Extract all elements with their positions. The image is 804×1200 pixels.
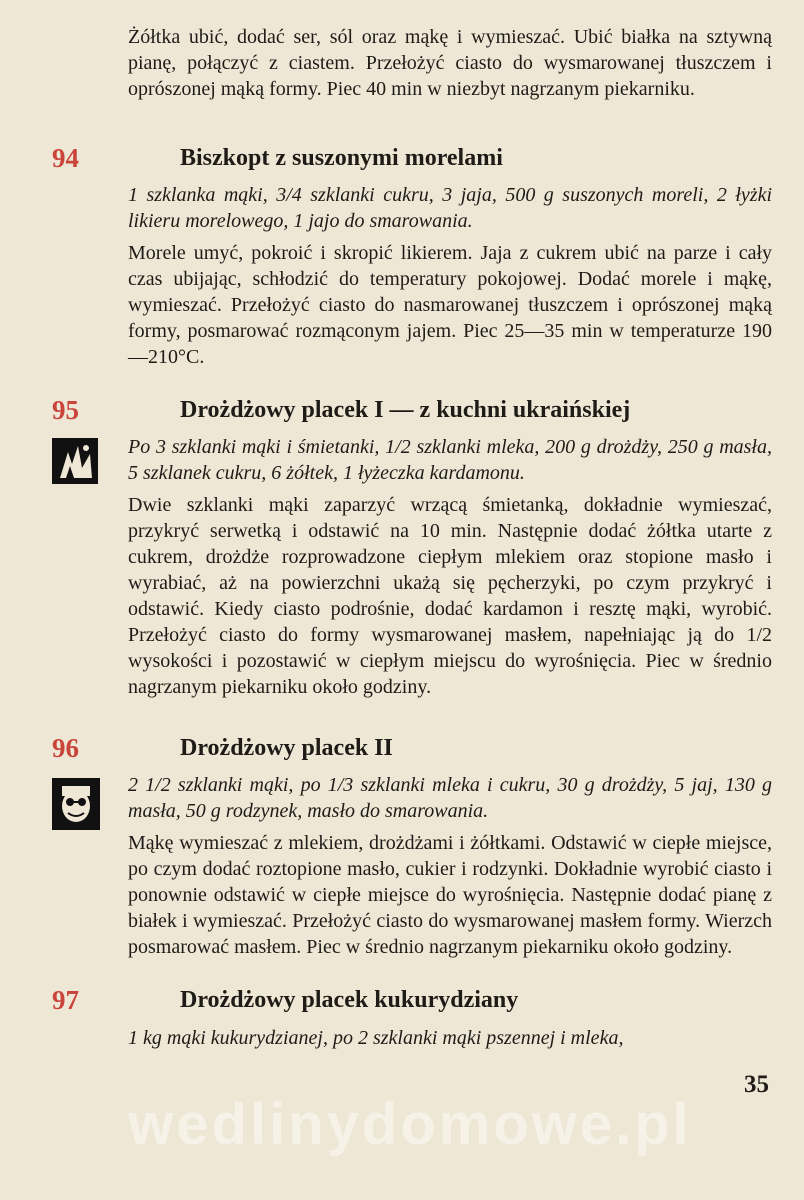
recipe-number-96: 96 xyxy=(52,733,79,763)
ukraine-folk-icon xyxy=(52,438,98,484)
recipe-instructions-95: Dwie szklanki mąki zaparzyć wrzącą śmietanką, dokładnie wymieszać, przykryć serwetką i odstawić na 10 min. Następnie dodać żółtka utarte z cukrem, drożdże rozprowadzone ciepłym mlekiem oraz stopione masło i wyrabiać, aż na powierzchni ukażą się pęcherzyki, po czym przykryć i odstawić. Kiedy ciasto podrośnie, dodać kardamon i resztę mąki, wyrobić. Przełożyć ciasto do formy wysmarowanej masłem, napełniając ją do 1/2 wysokości i pozostawić w ciepłym miejscu do wyrośnięcia. Piec w średnio nagrzanym piekarniku około godziny. xyxy=(128,494,772,698)
recipe-title-95: Drożdżowy placek I — z kuchni ukraińskiej xyxy=(180,397,631,423)
page-number: 35 xyxy=(744,1071,769,1098)
recipe-number-94: 94 xyxy=(52,143,79,173)
recipe-title-96: Drożdżowy placek II xyxy=(180,735,393,761)
watermark: wedlinydomowe.pl xyxy=(128,1092,692,1157)
recipe-instructions-96: Mąkę wymieszać z mlekiem, drożdżami i żółtkami. Odstawić w ciepłe miejsce, po czym dodać roztopione masło, cukier i rodzynki. Dokładnie wyrobić ciasto i ponownie odstawić w ciepłe miejsce do wyrośnięcia. Następnie dodać pianę z białek i wymieszać. Przełożyć ciasto do wysmarowanej masłem formy. Wierzch posmarować masłem. Piec w średnio nagrzanym piekarniku około godziny. xyxy=(128,832,772,958)
intro-paragraph: Żółtka ubić, dodać ser, sól oraz mąkę i wymieszać. Ubić białka na sztywną pianę, połączyć z ciastem. Przełożyć ciasto do wysmarowanej tłuszczem i oprószonej mąką formy. Piec 40 min w niezbyt nagrzanym piekarniku. xyxy=(128,26,772,100)
recipe-number-97: 97 xyxy=(52,985,79,1015)
chef-face-icon xyxy=(52,778,100,830)
recipe-instructions-94: Morele umyć, pokroić i skropić likierem. Jaja z cukrem ubić na parze i cały czas ubijając, schłodzić do temperatury pokojowej. Dodać morele i mąkę, wymieszać. Przełożyć ciasto do nasmarowanej tłuszczem i oprószonej mąką formy, posmarować rozmąconym jajem. Piec 25—35 min w temperaturze 190—210°C. xyxy=(128,242,772,368)
recipe-ingredients-97: 1 kg mąki kukurydzianej, po 2 szklanki mąki pszennej i mleka, xyxy=(128,1027,624,1049)
recipe-ingredients-96: 2 1/2 szklanki mąki, po 1/3 szklanki mleka i cukru, 30 g drożdży, 5 jaj, 130 g masła, 50 g rodzynek, masło do smarowania. xyxy=(128,774,772,822)
recipe-ingredients-95: Po 3 szklanki mąki i śmietanki, 1/2 szklanki mleka, 200 g drożdży, 250 g masła, 5 szklanek cukru, 6 żółtek, 1 łyżeczka kardamonu. xyxy=(128,436,772,484)
recipe-ingredients-94: 1 szklanka mąki, 3/4 szklanki cukru, 3 jaja, 500 g suszonych moreli, 2 łyżki likieru morelowego, 1 jajo do smarowania. xyxy=(128,184,772,232)
recipe-title-97: Drożdżowy placek kukurydziany xyxy=(180,987,519,1013)
recipe-title-94: Biszkopt z suszonymi morelami xyxy=(180,145,503,171)
recipe-number-95: 95 xyxy=(52,395,79,425)
